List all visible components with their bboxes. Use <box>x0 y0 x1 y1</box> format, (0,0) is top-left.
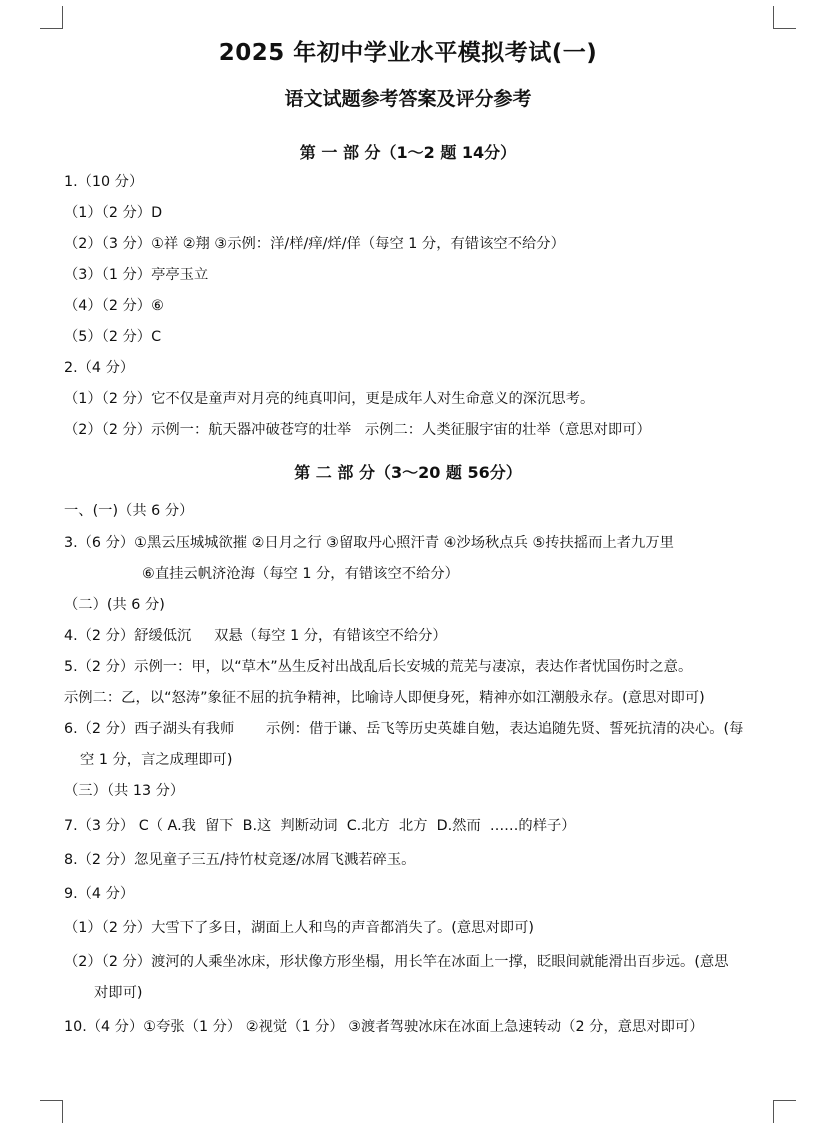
crop-mark-bottom-left <box>40 1100 63 1123</box>
answer-line: 9.（4 分） <box>64 886 135 902</box>
answer-line: （3）（1 分）亭亭玉立 <box>64 267 209 283</box>
crop-mark-bottom-right <box>773 1100 796 1123</box>
exam-subtitle: 语文试题参考答案及评分参考 <box>284 88 532 110</box>
answer-line: 8.（2 分）忽见童子三五/持竹杖竞逐/冰屑飞溅若碎玉。 <box>64 852 416 868</box>
answer-line: （1）（2 分）D <box>64 205 163 221</box>
answer-line: 对即可) <box>94 985 143 1001</box>
answer-line: 2.（4 分） <box>64 360 135 376</box>
answer-line: （二）(共 6 分) <box>64 597 165 613</box>
exam-title: 2025 年初中学业水平模拟考试(一) <box>218 40 598 66</box>
answer-line: （1）（2 分）大雪下了多日，湖面上人和鸟的声音都消失了。(意思对即可) <box>64 920 534 936</box>
answer-line: 7.（3 分） C（ A.我 留下 B.这 判断动词 C.北方 北方 D.然而 ……的样子） <box>64 818 576 834</box>
answer-line: 4.（2 分）舒缓低沉 双悬（每空 1 分，有错该空不给分） <box>64 628 447 644</box>
part2-heading: 第 二 部 分（3～20 题 56分） <box>294 463 522 482</box>
answer-line: （2）（2 分）渡河的人乘坐冰床，形状像方形坐榻，用长竿在冰面上一撑，眨眼间就能滑出百步远。(意思 <box>64 954 729 970</box>
answer-line: 10.（4 分）①夸张（1 分） ②视觉（1 分） ③渡者驾驶冰床在冰面上急速转动（2 分，意思对即可） <box>64 1019 704 1035</box>
answer-line: （4）（2 分）⑥ <box>64 298 164 314</box>
crop-mark-top-left <box>40 6 63 29</box>
answer-line: ⑥直挂云帆济沧海（每空 1 分，有错该空不给分） <box>142 566 459 582</box>
answer-line: （三）（共 13 分） <box>64 783 185 799</box>
answer-line: （1）（2 分）它不仅是童声对月亮的纯真叩问，更是成年人对生命意义的深沉思考。 <box>64 391 595 407</box>
answer-line: 示例二：乙，以“怒涛”象征不屈的抗争精神，比喻诗人即便身死，精神亦如江潮般永存。(意思对即可) <box>64 690 705 706</box>
answer-line: 5.（2 分）示例一：甲，以“草木”丛生反衬出战乱后长安城的荒芜与凄凉，表达作者忧国伤时之意。 <box>64 659 693 675</box>
answer-line: 3.（6 分）①黑云压城城欲摧 ②日月之行 ③留取丹心照汗青 ④沙场秋点兵 ⑤抟扶摇而上者九万里 <box>64 535 674 551</box>
answer-line: 一、(一)（共 6 分） <box>64 503 194 519</box>
answer-line: （5）（2 分）C <box>64 329 162 345</box>
answer-line: 1.（10 分） <box>64 174 144 190</box>
answer-line: （2）（3 分）①祥 ②翔 ③示例：洋/样/痒/烊/佯（每空 1 分，有错该空不给分） <box>64 236 565 252</box>
crop-mark-top-right <box>773 6 796 29</box>
answer-line: 6.（2 分）西子湖头有我师 示例：借于谦、岳飞等历史英雄自勉，表达追随先贤、誓死抗清的决心。(每 <box>64 721 744 737</box>
part1-heading: 第 一 部 分（1～2 题 14分） <box>299 143 517 162</box>
answer-line: （2）（2 分）示例一：航天器冲破苍穹的壮举 示例二：人类征服宇宙的壮举（意思对即可） <box>64 422 651 438</box>
answer-line: 空 1 分，言之成理即可) <box>80 752 233 768</box>
